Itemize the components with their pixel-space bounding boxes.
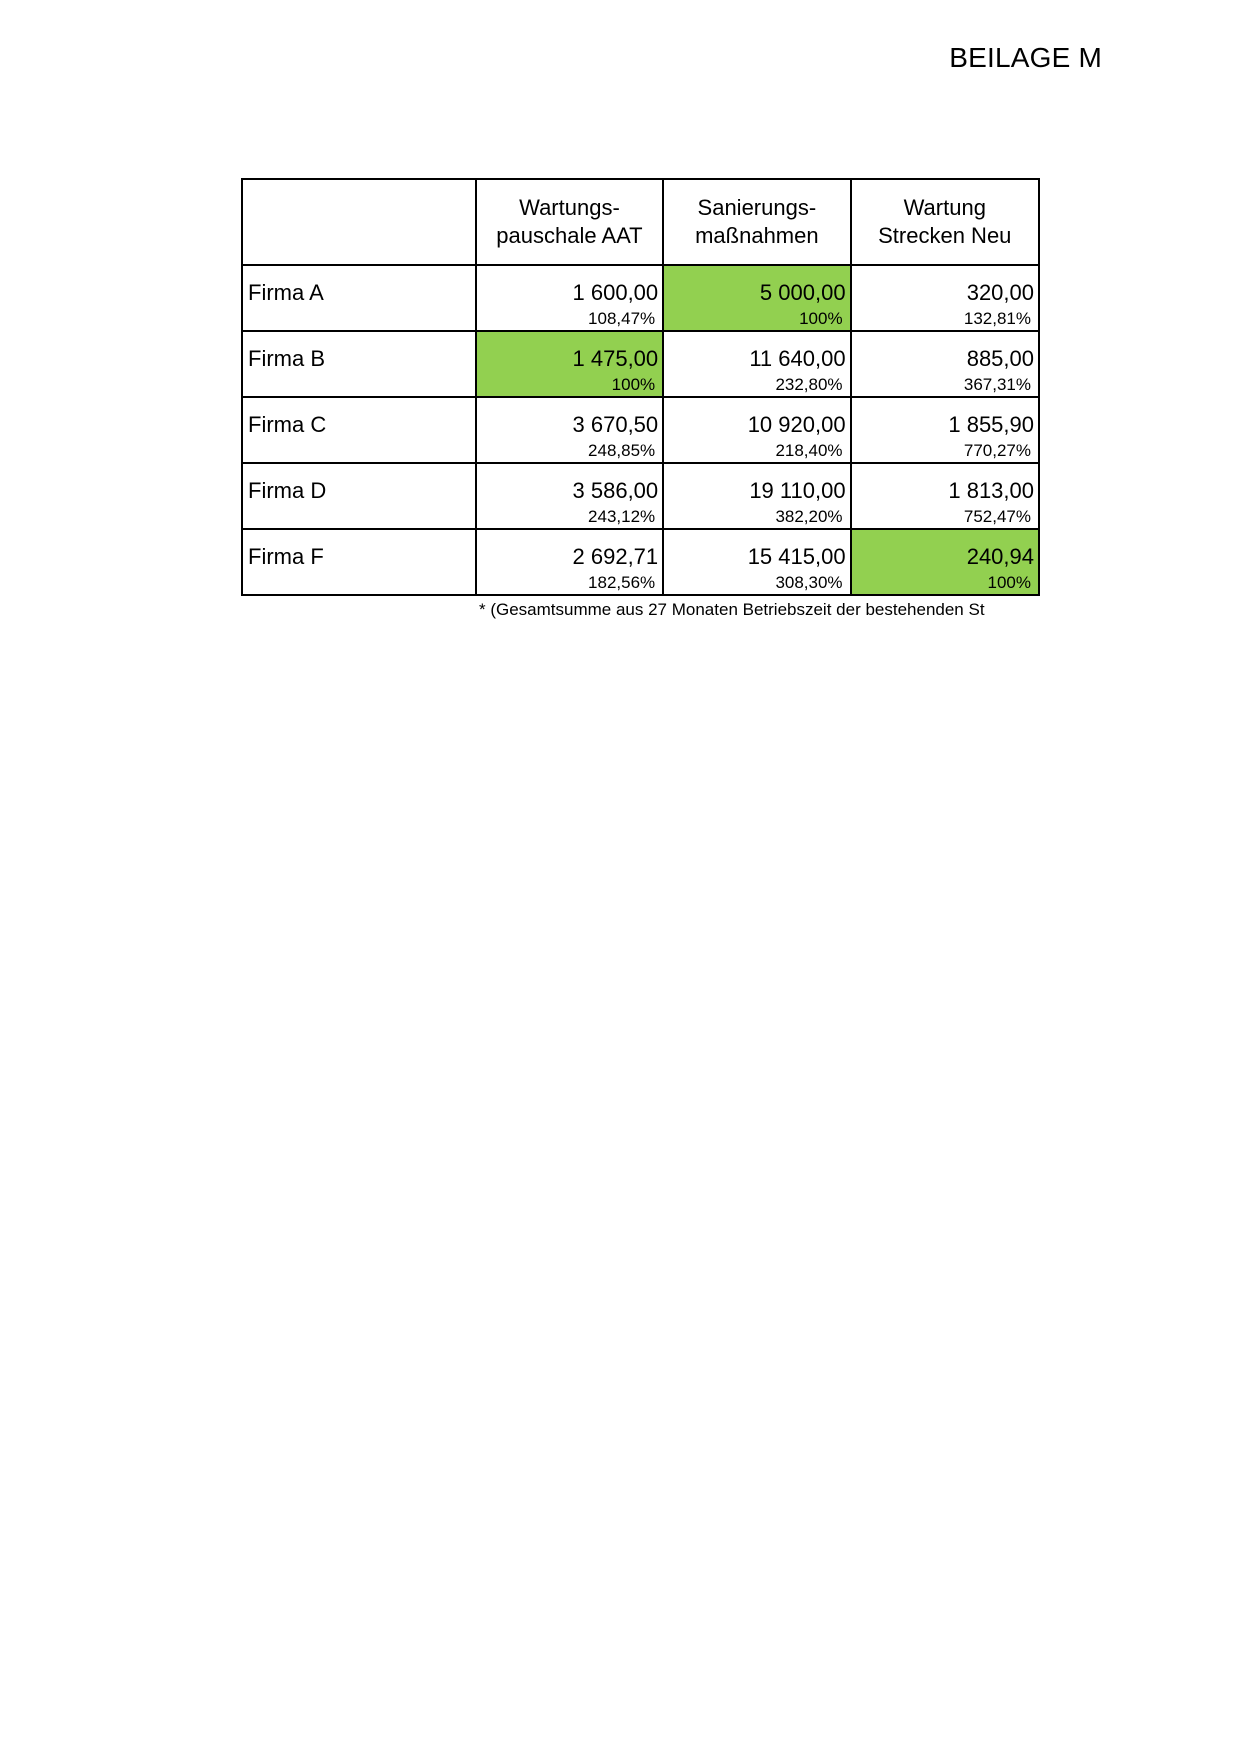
header-text: Wartungs-: [519, 195, 620, 220]
header-row: [242, 179, 1039, 265]
percent-value: 243,12%: [588, 507, 656, 526]
amount-value: 1 855,90: [948, 412, 1034, 437]
percent-value: 182,56%: [588, 573, 656, 592]
header-text: Strecken Neu: [878, 223, 1012, 248]
page-label: BEILAGE M: [949, 42, 1102, 73]
percent-value: 367,31%: [963, 375, 1031, 394]
amount-value: 3 586,00: [572, 478, 659, 503]
firm-cell: [242, 397, 476, 463]
table-row: [242, 265, 1039, 331]
amount-value: 10 920,00: [747, 412, 846, 437]
table-row: [242, 529, 1039, 595]
percent-value: 382,20%: [775, 507, 843, 526]
amount-value: 19 110,00: [749, 478, 846, 503]
value-cell: [851, 331, 1039, 397]
value-cell: [663, 331, 850, 397]
firm-name: Firma F: [248, 544, 324, 569]
firm-cell: [242, 463, 476, 529]
amount-value: 885,00: [966, 346, 1034, 371]
percent-value: 232,80%: [775, 375, 843, 394]
header-cell-wartungspauschale: [476, 179, 663, 265]
value-cell: [476, 463, 663, 529]
price-comparison-table: [241, 178, 1040, 596]
value-cell: [851, 463, 1039, 529]
percent-value: 248,85%: [588, 441, 656, 460]
firm-cell: [242, 265, 476, 331]
firm-name: Firma D: [248, 478, 327, 503]
amount-value: 3 670,50: [572, 412, 659, 437]
value-cell: [663, 529, 850, 595]
value-cell: [663, 397, 850, 463]
footnote: * (Gesamtsumme aus 27 Monaten Betriebszeit der bestehenden St: [479, 600, 985, 619]
table-row: [242, 331, 1039, 397]
firm-cell: [242, 529, 476, 595]
value-cell: [663, 265, 850, 331]
percent-value: 108,47%: [588, 309, 656, 328]
table-row: [242, 463, 1039, 529]
comparison-sheet: [241, 178, 1041, 602]
value-cell: [476, 331, 663, 397]
value-cell: [663, 463, 850, 529]
amount-value: 2 692,71: [572, 544, 659, 569]
percent-value: 770,27%: [963, 441, 1031, 460]
value-cell: [851, 529, 1039, 595]
header-text: maßnahmen: [695, 223, 819, 248]
amount-value: 240,94: [966, 544, 1034, 569]
amount-value: 1 600,00: [572, 280, 659, 305]
percent-value: 752,47%: [963, 507, 1031, 526]
amount-value: 320,00: [966, 280, 1034, 305]
header-cell-wartung-strecken-neu: [851, 179, 1039, 265]
amount-value: 1 475,00: [572, 346, 659, 371]
value-cell: [851, 397, 1039, 463]
amount-value: 5 000,00: [759, 280, 846, 305]
value-cell: [476, 397, 663, 463]
percent-value: 132,81%: [963, 309, 1031, 328]
percent-value: 100%: [987, 573, 1031, 592]
percent-value: 308,30%: [775, 573, 843, 592]
header-text: Sanierungs-: [697, 195, 817, 220]
header-text: pauschale AAT: [496, 223, 643, 248]
firm-cell: [242, 331, 476, 397]
table-row: [242, 397, 1039, 463]
amount-value: 1 813,00: [948, 478, 1034, 503]
firm-name: Firma B: [248, 346, 325, 371]
value-cell: [476, 265, 663, 331]
value-cell: [851, 265, 1039, 331]
header-text: Wartung: [903, 195, 986, 220]
percent-value: 100%: [799, 309, 843, 328]
percent-value: 100%: [611, 375, 656, 394]
firm-name: Firma C: [248, 412, 327, 437]
amount-value: 15 415,00: [747, 544, 846, 569]
firm-name: Firma A: [248, 280, 324, 305]
header-cell-empty: [242, 179, 476, 265]
percent-value: 218,40%: [775, 441, 843, 460]
amount-value: 11 640,00: [749, 346, 846, 371]
header-cell-sanierungsmassnahmen: [663, 179, 850, 265]
value-cell: [476, 529, 663, 595]
